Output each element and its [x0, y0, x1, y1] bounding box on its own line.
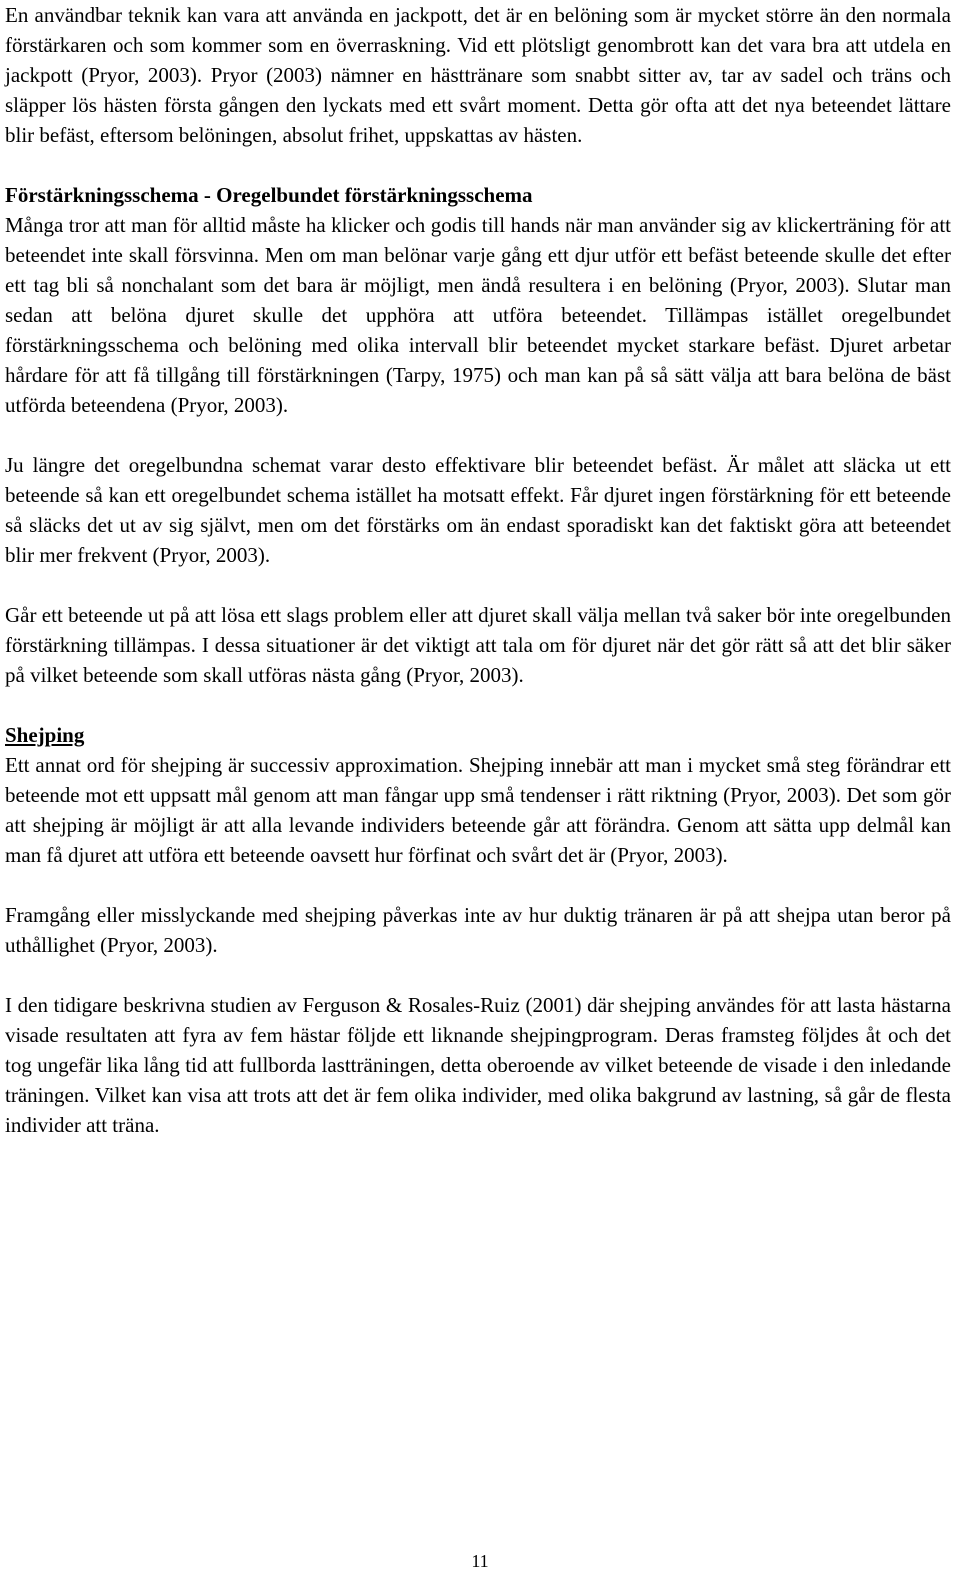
paragraph-jackpott: En användbar teknik kan vara att använda en jackpott, det är en belöning som är mycket större än den normala förstärkaren och som kommer som en överraskning. Vid ett plötsligt genombrott kan det vara bra att utdela en jackpott (Pryor, 2003). Pryor (2003) nämner en hästtränare som snabbt sitter av, tar av sadel och träns och släpper lös hästen första gången den lyckats med ett svårt moment. Detta gör ofta att det nya beteendet lättare blir befäst, eftersom belöningen, absolut frihet, uppskattas av hästen.	[5, 3, 951, 147]
paragraph-schedule-effect: Ju längre det oregelbundna schemat varar desto effektivare blir beteendet befäst. Är målet att släcka ut ett beteende så kan ett oregelbundet schema istället ha motsatt effekt. Får djuret ingen förstärkning för ett beteende så släcks det ut av sig självt, men om det förstärks om än endast sporadiskt kan det faktiskt göra att beteendet blir mer frekvent (Pryor, 2003).	[5, 453, 951, 567]
paragraph-problem-solving: Går ett beteende ut på att lösa ett slags problem eller att djuret skall välja mellan två saker bör inte oregelbunden förstärkning tillämpas. I dessa situationer är det viktigt att tala om för djuret när det gör rätt så att det blir säker på vilket beteende som skall utföras nästa gång (Pryor, 2003).	[5, 603, 951, 687]
section-heading-shaping: Shejping	[5, 723, 85, 747]
paragraph-shaping-study: I den tidigare beskrivna studien av Ferguson & Rosales-Ruiz (2001) där shejping användes för att lasta hästarna visade resultaten att fyra av fem hästar följde ett liknande shejpingprogram. Deras framsteg följdes åt och det tog ungefär lika lång tid att fullborda lastträningen, detta oberoende av vilket beteende de visade i den inledande träningen. Vilket kan visa att trots att det är fem olika individer, med olika bakgrund av lastning, så går de flesta individer att träna.	[5, 993, 951, 1137]
paragraph-shaping-success: Framgång eller misslyckande med shejping påverkas inte av hur duktig tränaren är på att shejpa utan beror på uthållighet (Pryor, 2003).	[5, 903, 951, 957]
paragraph-shaping-definition: Ett annat ord för shejping är successiv approximation. Shejping innebär att man i mycket små steg förändrar ett beteende mot ett uppsatt mål genom att man fångar upp små tendenser i rätt riktning (Pryor, 2003). Det som gör att shejping är möjligt är att alla levande individers beteende går att förändra. Genom att sätta upp delmål kan man få djuret att utföra ett beteende oavsett hur förfinat och svårt det är (Pryor, 2003).	[5, 753, 951, 867]
paragraph-irregular-schedule: Många tror att man för alltid måste ha klicker och godis till hands när man använder sig av klickerträning för att beteendet inte skall försvinna. Men om man belönar varje gång ett djur utför ett befäst beteende skulle det efter ett tag bli så nonchalant som det bara är möjligt, men ändå resultera i en belöning (Pryor, 2003). Slutar man sedan att belöna djuret skulle det upphöra att utföra beteendet. Tillämpas istället oregelbundet förstärkningsschema och belöning med olika intervall blir beteendet mycket starkare befäst. Djuret arbetar hårdare för att få tillgång till förstärkningen (Tarpy, 1975) och man kan på så sätt välja att bara belöna de bäst utförda beteendena (Pryor, 2003).	[5, 213, 951, 417]
page-number: 11	[471, 1551, 489, 1571]
section-heading-reinforcement-schedule: Förstärkningsschema - Oregelbundet förstärkningsschema	[5, 183, 533, 207]
section-reinforcement-schedule	[5, 180, 951, 420]
section-shaping	[5, 720, 951, 870]
body-text	[5, 0, 951, 1140]
